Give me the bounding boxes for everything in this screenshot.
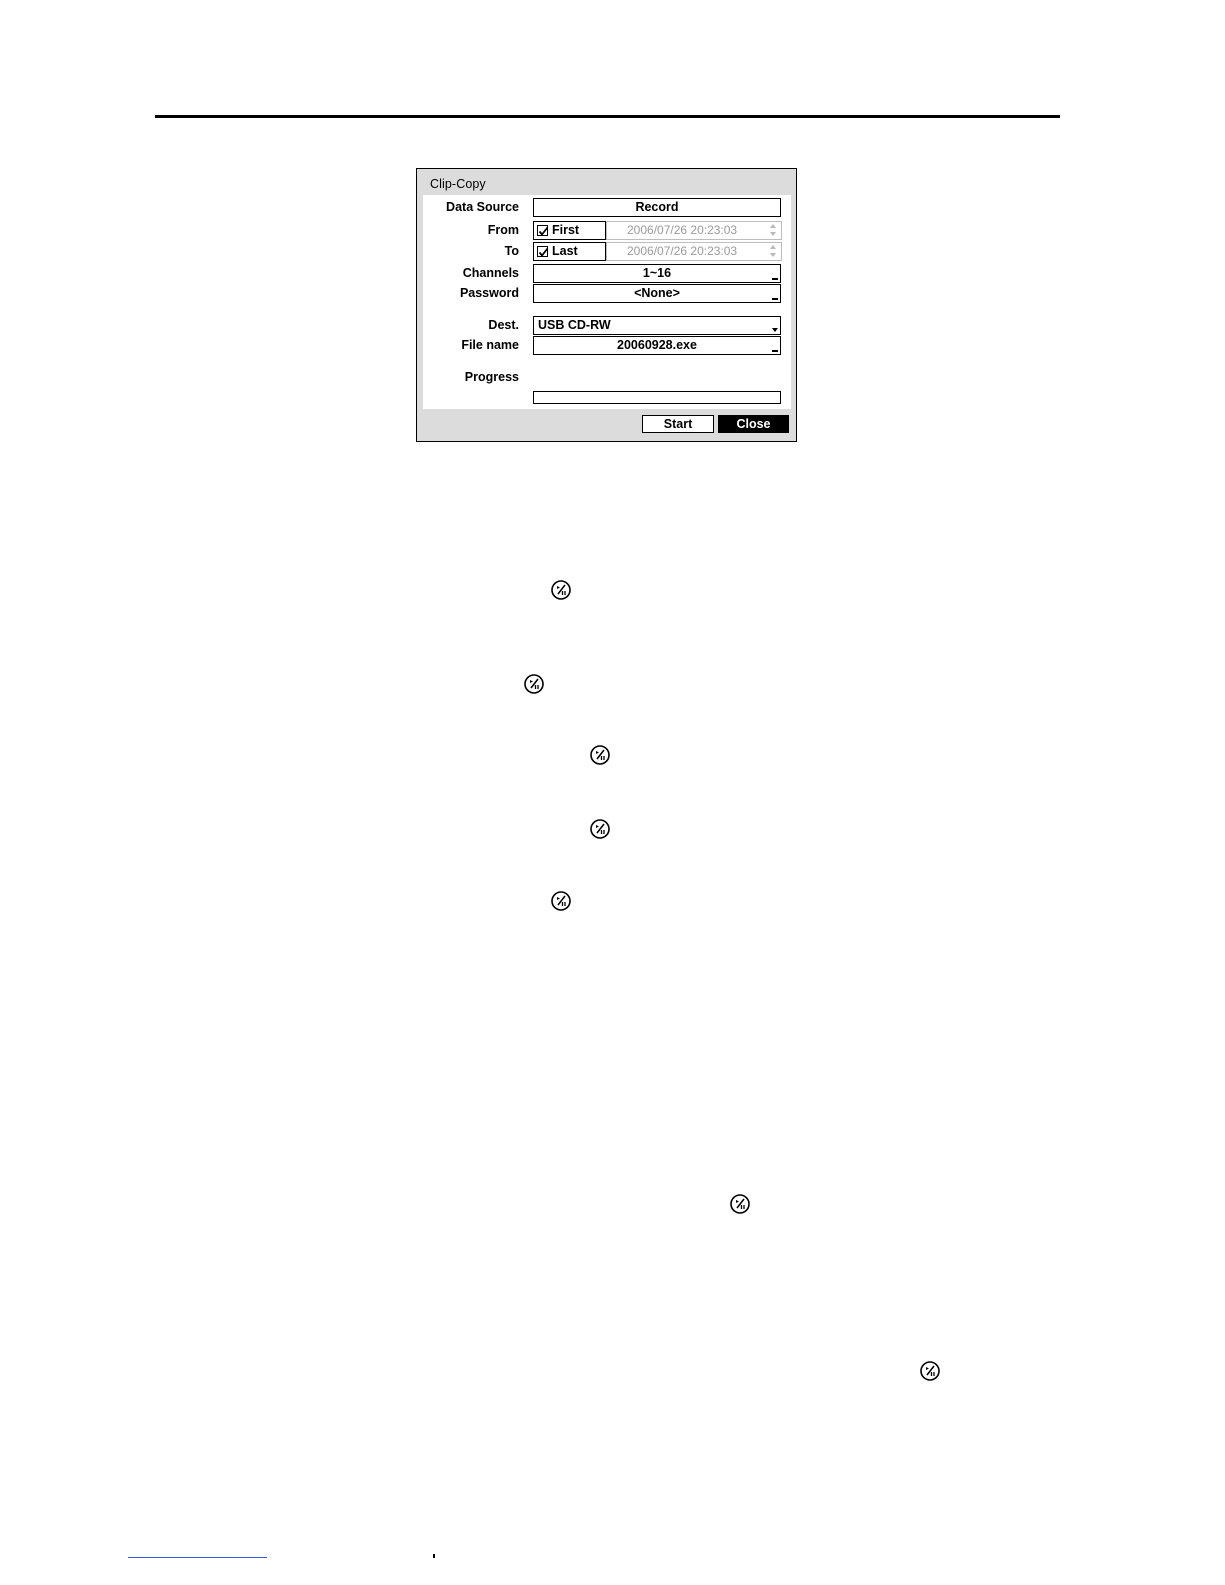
data-source-value: Record	[635, 200, 679, 214]
channels-label: Channels	[462, 266, 519, 280]
page-mark	[433, 1554, 435, 1558]
checkmark-icon	[538, 247, 549, 258]
checkmark-icon	[538, 226, 549, 237]
play-pause-icon	[589, 818, 611, 840]
to-datetime-field[interactable]	[606, 242, 782, 261]
spin-up-icon[interactable]	[770, 245, 776, 249]
to-last-label: Last	[552, 244, 578, 258]
spin-up-icon[interactable]	[770, 224, 776, 228]
to-datetime-spinner[interactable]	[770, 245, 777, 258]
more-icon	[772, 298, 778, 300]
dropdown-arrow-icon	[772, 328, 778, 332]
start-button[interactable]: Start	[642, 415, 714, 433]
file-name-label: File name	[461, 338, 519, 352]
to-last-checkbox[interactable]	[537, 246, 548, 257]
password-field[interactable]	[533, 284, 781, 303]
from-first-label: First	[552, 223, 580, 237]
from-datetime-value: 2006/07/26 20:23:03	[627, 223, 738, 237]
spin-down-icon[interactable]	[770, 253, 776, 257]
play-pause-icon	[550, 890, 572, 912]
dialog-title: Clip-Copy	[430, 177, 486, 191]
link-underline	[128, 1557, 267, 1558]
from-label: From	[487, 223, 519, 237]
channels-value: 1~16	[642, 266, 672, 280]
from-first-checkbox[interactable]	[537, 225, 548, 236]
channels-field[interactable]	[533, 264, 781, 283]
spin-down-icon[interactable]	[770, 232, 776, 236]
page-rule	[155, 115, 1060, 118]
password-label: Password	[459, 286, 519, 300]
to-last-option[interactable]	[533, 242, 606, 261]
close-button[interactable]: Close	[718, 415, 789, 433]
progress-label: Progress	[464, 370, 519, 384]
data-source-label: Data Source	[446, 200, 519, 214]
play-pause-icon	[589, 744, 611, 766]
to-datetime-value: 2006/07/26 20:23:03	[627, 244, 738, 258]
play-pause-icon	[729, 1193, 751, 1215]
play-pause-icon	[550, 579, 572, 601]
dialog-panel	[423, 195, 791, 409]
dest-dropdown[interactable]	[533, 316, 781, 335]
to-label: To	[504, 244, 519, 258]
progress-bar	[533, 391, 781, 404]
data-source-field[interactable]	[533, 198, 781, 217]
dest-label: Dest.	[488, 318, 519, 332]
play-pause-icon	[523, 673, 545, 695]
from-first-option[interactable]	[533, 221, 606, 240]
dest-value: USB CD-RW	[538, 318, 611, 332]
password-value: <None>	[634, 286, 680, 300]
more-icon	[772, 350, 778, 352]
file-name-value: 20060928.exe	[617, 338, 697, 352]
file-name-field[interactable]	[533, 336, 781, 355]
clip-copy-dialog	[416, 168, 797, 442]
play-pause-icon	[919, 1360, 941, 1382]
more-icon	[772, 278, 778, 280]
from-datetime-spinner[interactable]	[770, 224, 777, 237]
from-datetime-field[interactable]	[606, 221, 782, 240]
